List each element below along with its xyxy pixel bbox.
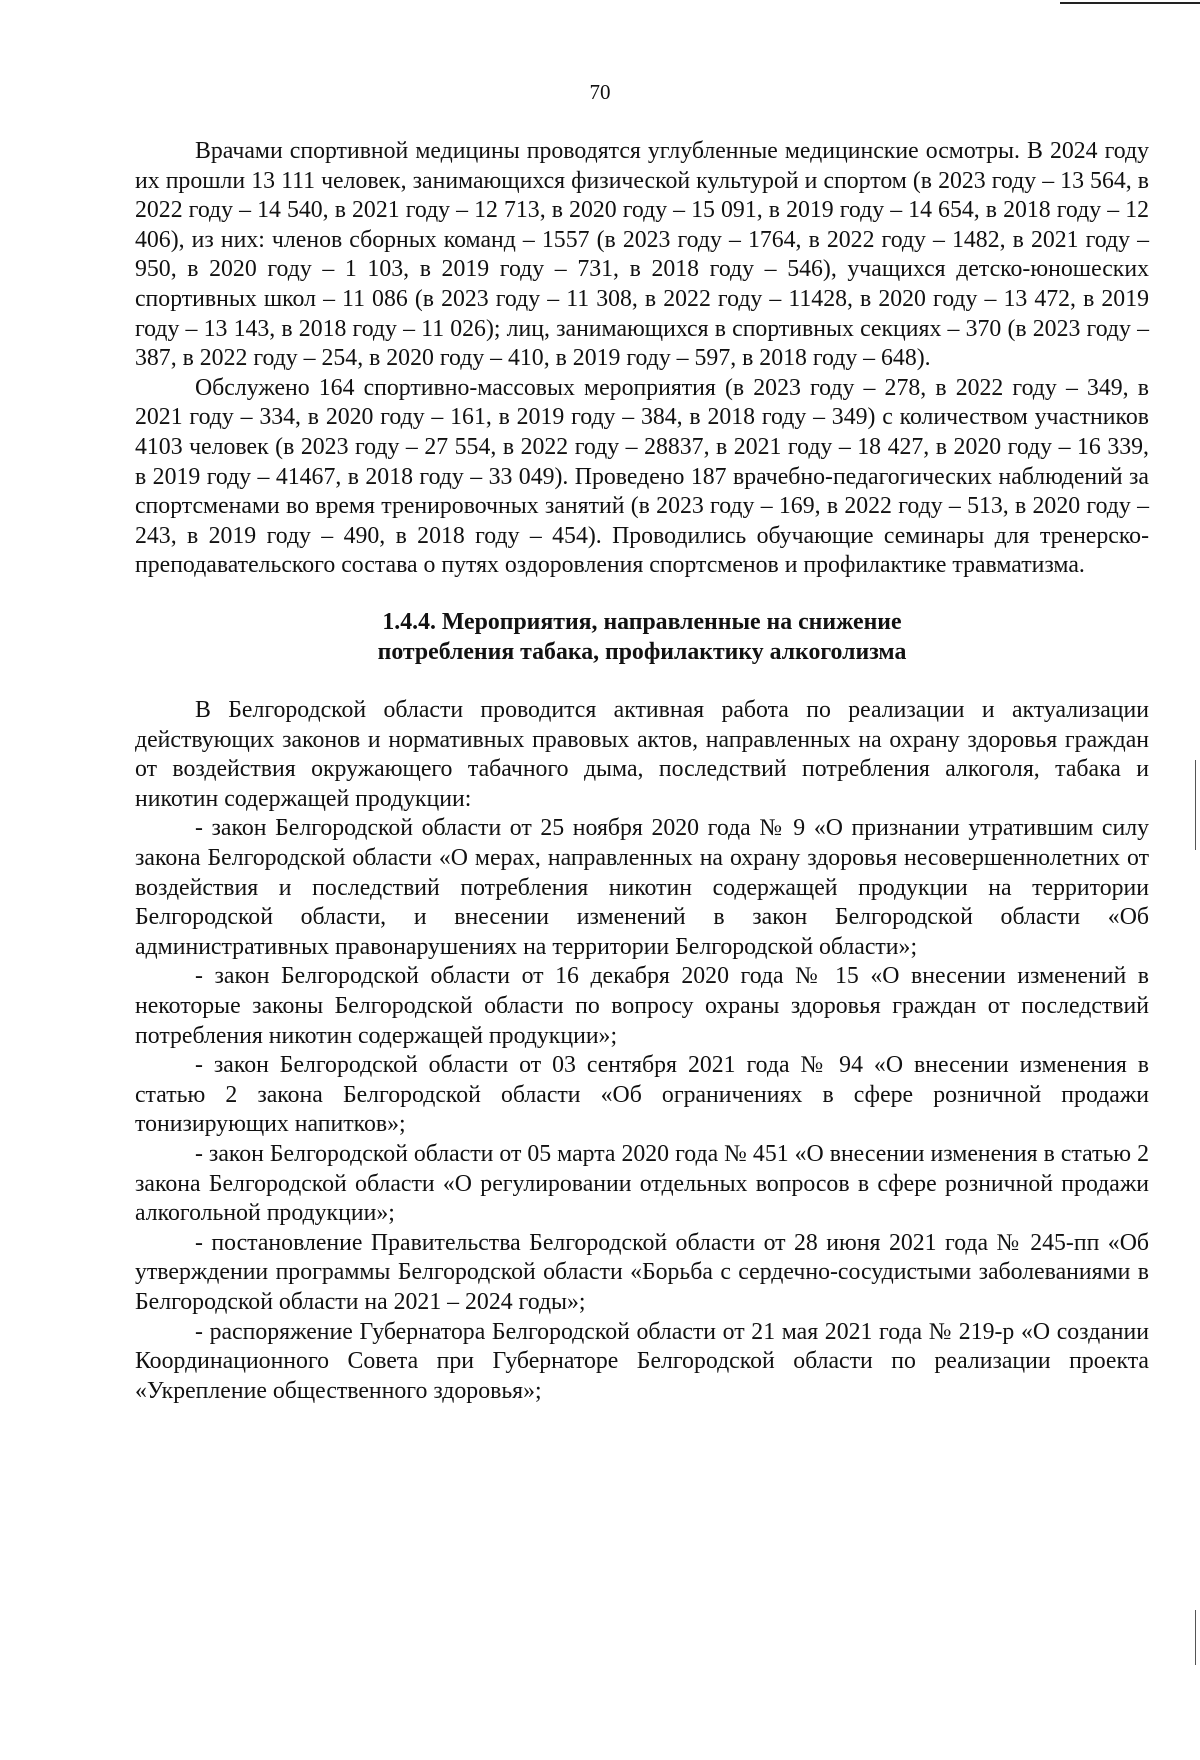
list-item-law: - закон Белгородской области от 25 ноября 2020 года № 9 «О признании утратившим силу закона Белгородской области «О мерах, направленных на охрану здоровья несовершеннолетних от воздействия и последствий потребления никотин содержащей продукции на территории Белгородской области, и внесении изменений в закон Белгородской области «Об административных правонарушениях на территории Белгородской области»; <box>135 815 1149 960</box>
paragraph-sports-events: Обслужено 164 спортивно-массовых мероприятия (в 2023 году – 278, в 2022 году – 349, в 2021 году – 334, в 2020 году – 161, в 2019 году – 384, в 2018 году – 349) с количеством участников 4103 человек (в 2023 году – 27 554, в 2022 году – 28837, в 2021 году – 18 427, в 2020 году – 16 339, в 2019 году – 41467, в 2018 году – 33 049). Проведено 187 врачебно-педагогических наблюдений за спортсменами во время тренировочных занятий (в 2023 году – 169, в 2022 году – 513, в 2020 году – 243, в 2019 году – 490, в 2018 году – 454). Проводились обучающие семинары для тренерско-преподавательского состава о путях оздоровления спортсменов и профилактике травматизма. <box>135 374 1149 579</box>
list-item-law: - закон Белгородской области от 03 сентября 2021 года № 94 «О внесении изменения в статью 2 закона Белгородской области «Об ограничениях в сфере розничной продажи тонизирующих напитков»; <box>135 1052 1149 1138</box>
scan-edge-line <box>1060 2 1200 4</box>
paragraph-intro: В Белгородской области проводится активная работа по реализации и актуализации действующих законов и нормативных правовых актов, направленных на охрану здоровья граждан от воздействия окружающего табачного дыма, последствий потребления алкоголя, табака и никотин содержащей продукции: <box>135 697 1149 812</box>
list-item-law: - закон Белгородской области от 05 марта 2020 года № 451 «О внесении изменения в статью 2 закона Белгородской области «О регулировании отдельных вопросов в сфере розничной продажи алкогольной продукции»; <box>135 1141 1149 1227</box>
page-number: 70 <box>589 80 611 104</box>
section-heading-line-2: потребления табака, профилактику алкоголизма <box>377 638 907 665</box>
section-heading <box>135 608 1149 667</box>
list-item-order: - распоряжение Губернатора Белгородской области от 21 мая 2021 года № 219-р «О создании Координационного Совета при Губернаторе Белгородской области по реализации проекта «Укрепление общественного здоровья»; <box>135 1318 1149 1404</box>
paragraph-sports-medicine-exams: Врачами спортивной медицины проводятся углубленные медицинские осмотры. В 2024 году их прошли 13 111 человек, занимающихся физической культурой и спортом (в 2023 году – 13 564, в 2022 году – 14 540, в 2021 году – 12 713, в 2020 году – 15 091, в 2019 году – 14 654, в 2018 году – 12 406), из них: членов сборных команд – 1557 (в 2023 году – 1764, в 2022 году – 1482, в 2021 году – 950, в 2020 году – 1 103, в 2019 году – 731, в 2018 году – 546), учащихся детско-юношеских спортивных школ – 11 086 (в 2023 году – 11 308, в 2022 году – 11428, в 2020 году – 13 472, в 2019 году – 13 143, в 2018 году – 11 026); лиц, занимающихся в спортивных секциях – 370 (в 2023 году – 387, в 2022 году – 254, в 2020 году – 410, в 2019 году – 597, в 2018 году – 648). <box>135 138 1149 372</box>
list-item-law: - закон Белгородской области от 16 декабря 2020 года № 15 «О внесении изменений в некоторые законы Белгородской области по вопросу охраны здоровья граждан от последствий потребления никотин содержащей продукции»; <box>135 963 1149 1049</box>
scan-margin-mark <box>1195 1610 1196 1665</box>
list-item-resolution: - постановление Правительства Белгородской области от 28 июня 2021 года № 245-пп «Об утверждении программы Белгородской области «Борьба с сердечно-сосудистыми заболеваниями в Белгородской области на 2021 – 2024 годы»; <box>135 1229 1149 1315</box>
section-heading-line-1: 1.4.4. Мероприятия, направленные на снижение <box>382 608 902 635</box>
document-body <box>135 137 1149 1406</box>
scan-margin-mark <box>1195 760 1196 850</box>
